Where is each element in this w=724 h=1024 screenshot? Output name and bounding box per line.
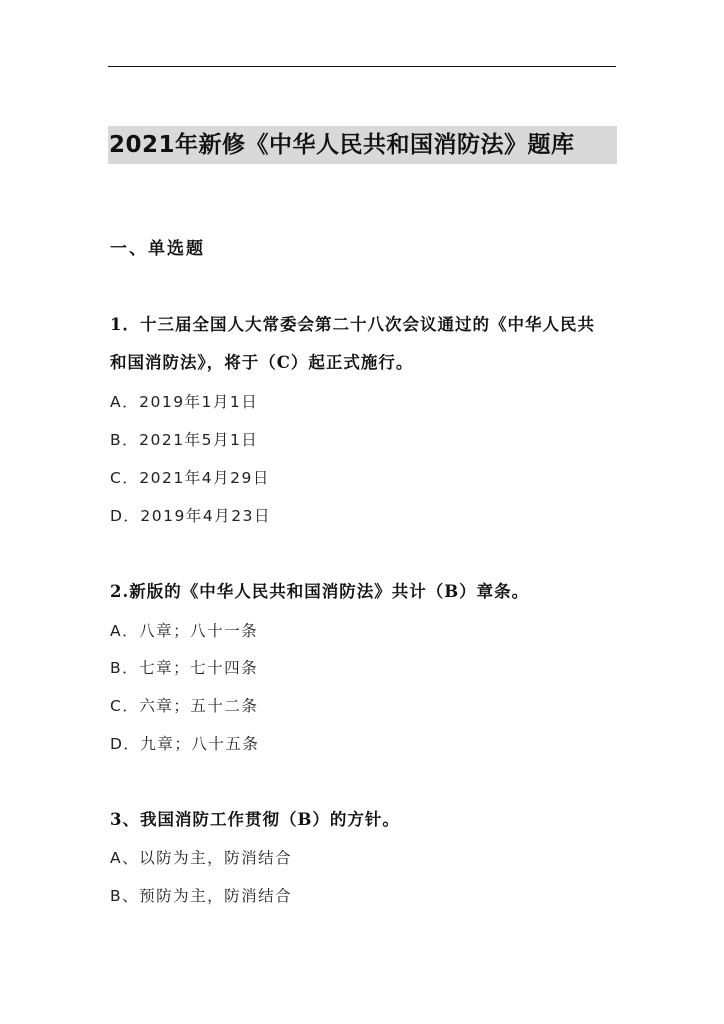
question-1-option-a: A．2019年1月1日 [110,393,259,411]
question-3-stem: 3、我国消防工作贯彻（B）的方针。 [110,810,400,829]
question-2-option-b: B．七章；七十四条 [110,659,259,677]
document-title: 2021年新修《中华人民共和国消防法》题库 [108,126,617,164]
question-3-option-b: B、预防为主，防消结合 [110,887,293,905]
question-2-stem: 2.新版的《中华人民共和国消防法》共计（B）章条。 [110,582,530,601]
question-2-option-d: D．九章；八十五条 [110,735,260,753]
question-1-stem-line-2: 和国消防法》，将于（C）起正式施行。 [110,353,414,372]
header-rule [108,66,616,67]
question-1-option-c: C．2021年4月29日 [110,469,270,487]
question-1-stem-line-1: 1．十三届全国人大常委会第二十八次会议通过的《中华人民共 [110,315,595,334]
section-heading: 一、单选题 [110,239,205,259]
question-2-option-a: A．八章；八十一条 [110,622,259,640]
question-1-option-b: B．2021年5月1日 [110,431,259,449]
question-2-option-c: C．六章；五十二条 [110,697,259,715]
question-3-option-a: A、以防为主，防消结合 [110,849,293,867]
question-1-option-d: D．2019年4月23日 [110,507,271,525]
